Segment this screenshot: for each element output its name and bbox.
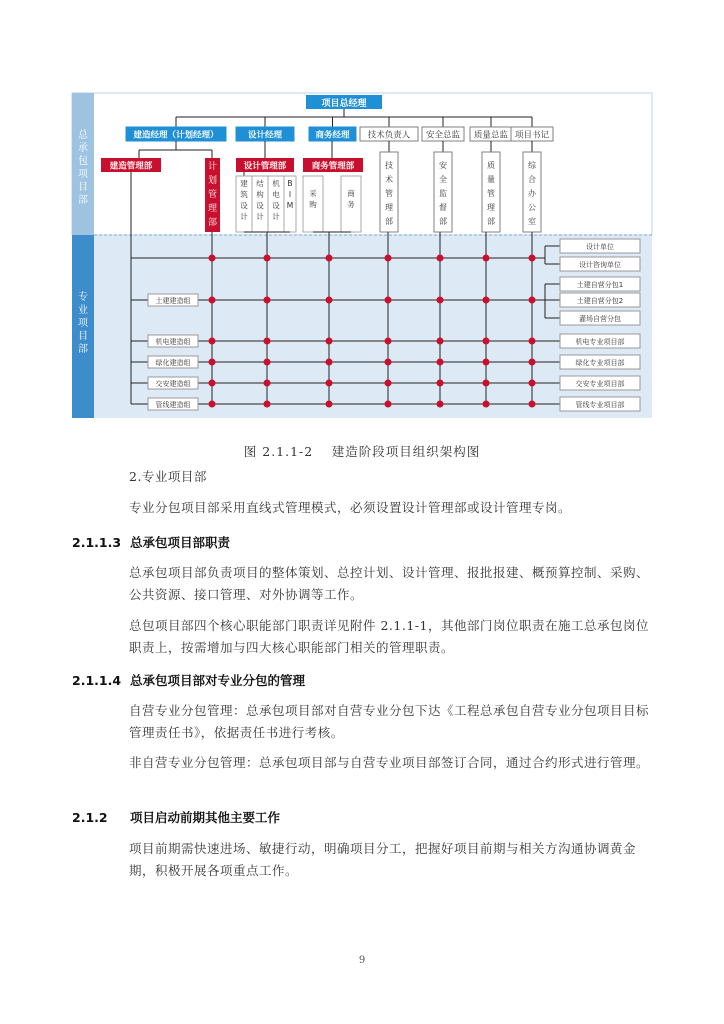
grid-node xyxy=(385,338,392,345)
grid-node xyxy=(385,401,392,408)
department-label: 安全监督部 xyxy=(439,161,447,226)
manager-label: 安全总监 xyxy=(425,130,461,141)
right-unit-label: 绿化专业项目部 xyxy=(575,359,625,367)
grid-node xyxy=(209,297,216,304)
heading-number: 2.1.2 xyxy=(72,810,108,825)
grid-node xyxy=(326,359,333,366)
grid-node xyxy=(483,297,490,304)
sub-unit-label: 商务 xyxy=(347,189,355,209)
grid-node xyxy=(264,401,271,408)
right-unit-label: 灌场自营分包 xyxy=(579,315,621,323)
paragraph-2114-a: 自营专业分包管理：总承包项目部对自营专业分包下达《工程总承包自营专业分包项目目标管理责任书》，依据责任书进行考核。 xyxy=(129,703,650,740)
department-label: 综合办公室 xyxy=(528,161,536,226)
grid-node xyxy=(209,338,216,345)
grid-node xyxy=(385,380,392,387)
top-node-label: 项目总经理 xyxy=(321,99,367,109)
section-2-paragraph: 专业分包项目部采用直线式管理模式，必须设置设计管理部或设计管理专岗。 xyxy=(129,500,572,515)
grid-node xyxy=(483,380,490,387)
grid-node xyxy=(483,255,490,262)
grid-node xyxy=(209,401,216,408)
grid-node xyxy=(483,359,490,366)
right-unit-label: 土建自营分包2 xyxy=(576,297,624,305)
grid-node xyxy=(437,255,444,262)
grid-node xyxy=(437,401,444,408)
department-label: 设计管理部 xyxy=(243,161,287,172)
grid-node xyxy=(326,380,333,387)
department-label: 质量管理部 xyxy=(487,161,495,226)
grid-node xyxy=(529,401,536,408)
heading-number: 2.1.1.4 xyxy=(72,673,122,688)
grid-node xyxy=(385,297,392,304)
sub-unit-label: 建筑设计 xyxy=(240,179,248,221)
heading-title: 项目启动前期其他主要工作 xyxy=(130,810,281,825)
grid-node xyxy=(326,401,333,408)
department-label: 建造管理部 xyxy=(109,161,153,172)
grid-node xyxy=(529,359,536,366)
right-unit-label: 土建自营分包1 xyxy=(576,281,624,289)
grid-node xyxy=(209,380,216,387)
side-label-top: 总承包项目部 xyxy=(78,130,88,206)
grid-node xyxy=(437,338,444,345)
org-chart xyxy=(0,0,724,430)
grid-node xyxy=(326,338,333,345)
grid-node xyxy=(264,297,271,304)
grid-node xyxy=(264,338,271,345)
grid-node xyxy=(264,359,271,366)
grid-node xyxy=(264,380,271,387)
grid-node xyxy=(326,297,333,304)
right-unit-label: 设计单位 xyxy=(586,243,614,251)
grid-node xyxy=(483,401,490,408)
grid-node xyxy=(529,380,536,387)
sub-unit-label: 采购 xyxy=(309,189,317,209)
left-group-label: 管线建造组 xyxy=(155,401,191,409)
side-label-bottom: 专业项目部 xyxy=(78,292,88,355)
grid-node xyxy=(264,255,271,262)
grid-node xyxy=(483,338,490,345)
department-label: 商务管理部 xyxy=(311,161,355,172)
manager-label: 项目书记 xyxy=(514,130,550,141)
paragraph-2114-b: 非自营专业分包管理：总承包项目部与自营专业项目部签订合同，通过合约形式进行管理。 xyxy=(129,755,650,770)
heading-2-1-1-4 xyxy=(72,671,305,689)
grid-node xyxy=(326,255,333,262)
heading-2-1-1-3 xyxy=(72,533,230,551)
grid-node xyxy=(385,359,392,366)
heading-2-1-2 xyxy=(72,808,280,826)
grid-node xyxy=(529,297,536,304)
heading-title: 总承包项目部对专业分包的管理 xyxy=(130,673,306,688)
manager-label: 质量总监 xyxy=(473,130,509,141)
paragraph-212: 项目前期需快速进场、敏捷行动，明确项目分工，把握好项目前期与相关方沟通协调黄金期，积极开展各项重点工作。 xyxy=(129,841,637,878)
department-label: 技术管理部 xyxy=(385,161,393,226)
grid-node xyxy=(529,338,536,345)
grid-node xyxy=(529,255,536,262)
left-group-label: 绿化建造组 xyxy=(155,359,191,367)
grid-node xyxy=(437,297,444,304)
right-unit-label: 机电专业项目部 xyxy=(575,338,625,346)
left-group-label: 土建建造组 xyxy=(155,297,191,305)
manager-label: 建造经理（计划经理） xyxy=(133,130,219,141)
grid-node xyxy=(437,359,444,366)
grid-node xyxy=(437,380,444,387)
paragraph-2113-a: 总承包项目部负责项目的整体策划、总控计划、设计管理、报批报建、概预算控制、采购、公共资源、接口管理、对外协调等工作。 xyxy=(129,565,650,602)
manager-label: 商务经理 xyxy=(315,130,350,141)
sub-unit-label: B I M xyxy=(286,179,294,210)
heading-title: 总承包项目部职责 xyxy=(130,535,231,550)
section-2-title: 2.专业项目部 xyxy=(129,469,207,484)
right-unit-label: 交安专业项目部 xyxy=(575,380,625,388)
right-unit-label: 管线专业项目部 xyxy=(575,401,625,409)
grid-node xyxy=(209,255,216,262)
figure-caption: 图 2.1.1-2 建造阶段项目组织架构图 xyxy=(243,444,481,459)
sub-unit-label: 机电设计 xyxy=(272,179,280,221)
manager-label: 技术负责人 xyxy=(367,130,411,141)
left-group-label: 交安建造组 xyxy=(155,380,191,388)
grid-node xyxy=(209,359,216,366)
department-label: 计划管理部 xyxy=(207,162,218,228)
left-group-label: 机电建造组 xyxy=(155,338,191,346)
heading-number: 2.1.1.3 xyxy=(72,535,122,550)
manager-label: 设计经理 xyxy=(247,130,283,141)
sub-unit-label: 结构设计 xyxy=(256,179,264,221)
grid-node xyxy=(385,255,392,262)
page-number: 9 xyxy=(358,955,366,966)
paragraph-2113-b: 总包项目部四个核心职能部门职责详见附件 2.1.1-1，其他部门岗位职责在施工总承包岗位职责上，按需增加与四大核心职能部门相关的管理职责。 xyxy=(129,618,649,655)
right-unit-label: 设计咨询单位 xyxy=(579,261,621,269)
